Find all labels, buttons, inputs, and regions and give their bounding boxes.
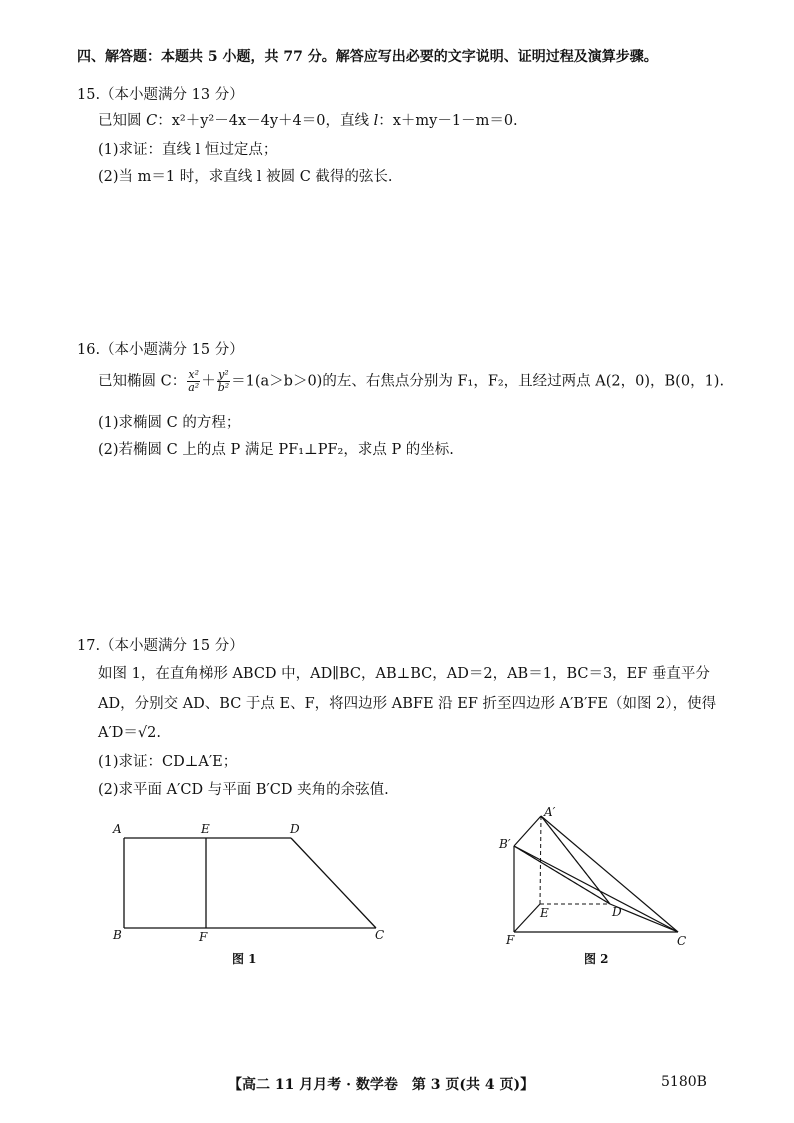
section-header: 四、解答题：本题共 5 小题，共 77 分。解答应写出必要的文字说明、证明过程及演算步骤。 <box>77 49 658 65</box>
fig2-segment-BC <box>514 846 678 932</box>
fig2-hidden-AE <box>540 816 541 904</box>
fig2-label-F: F <box>506 933 515 947</box>
figure1-drawing <box>124 838 376 928</box>
q16-part1: (1)求椭圆 C 的方程； <box>98 415 241 431</box>
figure2-caption: 图 2 <box>584 952 609 966</box>
fig1-label-F: F <box>199 930 208 944</box>
q15-part2: (2)当 m＝1 时，求直线 l 被圆 C 截得的弦长. <box>98 169 393 185</box>
q17-line2: AD，分别交 AD、BC 于点 E、F，将四边形 ABFE 沿 EF 折至四边形 A′B′FE（如图 2），使得 <box>98 696 717 712</box>
fig2-label-D: D <box>612 905 622 919</box>
fig2-segment-AC <box>541 816 678 932</box>
q16-part2: (2)若椭圆 C 上的点 P 满足 PF₁⊥PF₂，求点 P 的坐标. <box>98 442 454 458</box>
q17-part1: (1)求证：CD⊥A′E； <box>98 754 238 770</box>
figure2-drawing <box>514 816 678 932</box>
q16-frac2-num: y² <box>218 368 229 381</box>
fig1-label-D: D <box>290 822 300 836</box>
fig1-label-C: C <box>375 928 385 942</box>
q16-title: 16.（本小题满分 15 分） <box>77 342 244 358</box>
fig1-label-E: E <box>201 822 210 836</box>
q17-title: 17.（本小题满分 15 分） <box>77 638 244 654</box>
q16-frac1-num: x² <box>188 368 200 381</box>
q15-circle-name: C <box>146 113 158 129</box>
figure1-caption: 图 1 <box>232 952 257 966</box>
fig2-segment-FE <box>514 904 540 932</box>
fig2-label-E: E <box>540 906 549 920</box>
q15-stem-prefix: 已知圆 <box>98 113 147 129</box>
fig2-segment-BA <box>514 816 541 846</box>
q15-title: 15.（本小题满分 13 分） <box>77 87 244 103</box>
q17-line3: A′D＝√2. <box>98 725 161 741</box>
q16-plus: ＋ <box>201 373 216 390</box>
q15-part1: (1)求证：直线 l 恒过定点； <box>98 142 278 158</box>
q16-frac2-den: b² <box>217 381 230 394</box>
fig1-segment-DC <box>291 838 376 928</box>
footer-code: 5180B <box>661 1074 707 1090</box>
fig2-label-C: C <box>677 934 687 948</box>
q15-line-name: l <box>373 113 379 129</box>
q17-part2: (2)求平面 A′CD 与平面 B′CD 夹角的余弦值. <box>98 782 389 798</box>
q17-line1: 如图 1，在直角梯形 ABCD 中，AD∥BC，AB⊥BC，AD＝2，AB＝1，BC＝3，EF 垂直平分 <box>98 666 710 682</box>
q16-frac1-den: a² <box>188 381 200 394</box>
fig2-label-B: B′ <box>499 837 511 851</box>
q16-stem-prefix: 已知椭圆 C： <box>98 373 187 390</box>
q15-line-eq: ：x＋my－1－m＝0. <box>378 113 518 129</box>
footer-title: 【高二 11 月月考 · 数学卷 第 3 页(共 4 页)】 <box>228 1077 535 1093</box>
fig1-label-A: A <box>113 822 122 836</box>
q16-stem-suffix: ＝1(a＞b＞0)的左、右焦点分别为 F₁，F₂，且经过两点 A(2，0)，B(0，1). <box>231 373 725 390</box>
fig1-label-B: B <box>113 928 122 942</box>
fig2-label-A: A′ <box>544 805 556 819</box>
q15-circle-eq: ：x²＋y²－4x－4y＋4＝0，直线 <box>157 113 374 129</box>
